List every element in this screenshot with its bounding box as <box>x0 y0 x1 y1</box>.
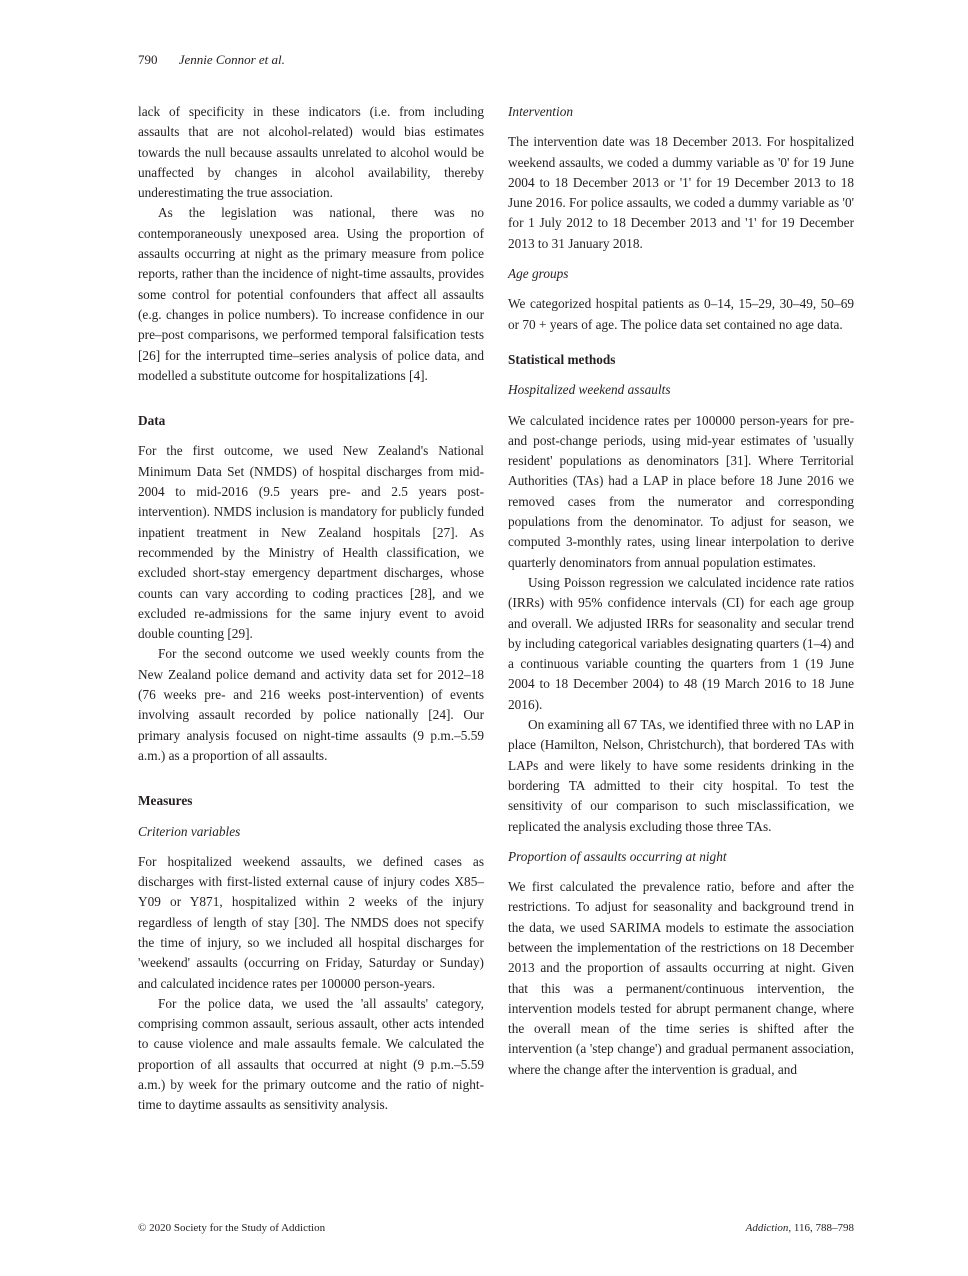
paragraph-second-outcome: For the second outcome we used weekly counts from the New Zealand police demand and activity data set for 2012–18 (76 weeks pre- and 216 weeks post-intervention) of events involving assault recorded by police nationally [24]. Our primary analysis focused on night-time assaults (9 p.m.–5.59 a.m.) as a proportion of all assaults. <box>138 646 484 763</box>
paragraph-legislation: As the legislation was national, there was no contemporaneously unexposed area. Using the proportion of assaults occurring at night as the primary measure from police reports, rather than the incidence of night-time assaults, provides some control for potential confounders that affect all assaults (e.g. changes in police numbers). To increase confidence in our pre–post comparisons, we performed temporal falsification tests [26] for the interrupted time–series analysis of police data, and modelled a substitute outcome for hospitalizations [4]. <box>138 205 484 383</box>
heading-statistical-methods: Statistical methods <box>508 351 616 367</box>
paragraph-sarima: We first calculated the prevalence ratio, before and after the restrictions. To adjust for seasonality and background trend in the data, we used SARIMA models to estimate the association between the implementation of the restrictions on 18 December 2013 and the proportion of assaults occurring at night. Given that this was a permanent/continuous intervention, the intervention models tested for abrupt permanent change, where the overall mean of the time series is shifted after the intervention (a 'step change') and gradual permanent association, where the change after the intervention is gradual, and <box>508 879 854 1077</box>
heading-age-groups: Age groups <box>508 266 569 282</box>
heading-criterion-variables: Criterion variables <box>138 823 241 839</box>
paragraph-poisson-regression: Using Poisson regression we calculated incidence rate ratios (IRRs) with 95% confidence intervals (CI) for each age group and overall. We adjusted IRRs for seasonality and secular trend by including categorical variables designating quarters (1–4) and a continuous variable counting the quarters from 1 (19 June 2004 to 18 December 2004) to 48 (19 March 2016 to 18 June 2016). <box>508 574 854 712</box>
paragraph-territorial-authorities: On examining all 67 TAs, we identified three with no LAP in place (Hamilton, Nelson, Christchurch), that bordered TAs with LAPs and were likely to have some residents drinking in the bordering TA admitted to their city hospital. To test the sensitivity of our comparison to such misclassification, we replicated the analysis excluding those three TAs. <box>508 717 854 834</box>
right-column <box>508 102 854 1080</box>
page-header <box>138 52 285 68</box>
paragraph-incidence-rates: We calculated incidence rates per 100000 person-years for pre- and post-change periods, using mid-year estimates of 'usually resident' populations as denominators [31]. Where Territorial Authorities (TAs) had a LAP in place before 18 June 2016 we removed cases from the numerator and corresponding populations from the denominator. To adjust for season, we computed 3-monthly rates, using linear interpolation to derive quarterly denominators from annual population estimates. <box>508 412 854 570</box>
heading-proportion-night: Proportion of assaults occurring at night <box>508 848 727 864</box>
heading-data: Data <box>138 413 166 429</box>
journal-name: Addiction <box>745 1222 789 1234</box>
paragraph-hospitalized-weekend: For hospitalized weekend assaults, we defined cases as discharges with first-listed external cause of injury codes X85–Y09 or Y871, hospitalized within 2 weeks of the injury regardless of length of stay [30]. The NMDS does not specify the time of injury, so we included all hospital discharges for 'weekend' assaults (occurring on Friday, Saturday or Sunday) and calculated incidence rates per 100000 person-years. <box>138 853 484 991</box>
paragraph-police-data: For the police data, we used the 'all assaults' category, comprising common assault, serious assault, other acts intended to cause violence and male assaults female. We calculated the proportion of all assaults that occurred at night (9 p.m.–5.59 a.m.) by week for the primary outcome and the ratio of night-time to daytime assaults as sensitivity analysis. <box>138 995 484 1113</box>
running-authors: Jennie Connor et al. <box>178 52 285 67</box>
paragraph-first-outcome: For the first outcome, we used New Zealand's National Minimum Data Set (NMDS) of hospital discharges from mid-2004 to mid-2016 (9.5 years pre- and 2.5 years post-intervention). NMDS inclusion is mandatory for publicly funded inpatient treatment in New Zealand hospitals [27]. As recommended by the Ministry of Health classification, we excluded short-stay emergency department discharges, whose counts can vary according to coding practices [28], and we excluded re-admissions for the same injury event to avoid double counting [29]. <box>138 443 484 642</box>
footer-copyright: © 2020 Society for the Study of Addiction <box>138 1222 326 1234</box>
paragraph-intervention-date: The intervention date was 18 December 2013. For hospitalized weekend assaults, we coded a dummy variable as '0' for 19 June 2004 to 18 December 2013 or '1' for 19 December 2013 to 18 June 2016. For police assaults, we coded a dummy variable as '0' for 1 July 2012 to 18 December 2013 and '1' for 19 December 2013 to 31 January 2018. <box>508 134 854 251</box>
heading-intervention: Intervention <box>508 104 573 119</box>
heading-hospitalized-weekend-assaults: Hospitalized weekend assaults <box>508 382 671 398</box>
left-column <box>138 102 484 1116</box>
footer-citation <box>746 1222 854 1234</box>
page-number: 790 <box>138 52 158 67</box>
journal-volume-pages: , 116, 788–798 <box>788 1222 854 1234</box>
heading-measures: Measures <box>138 793 193 809</box>
paragraph-age-categories: We categorized hospital patients as 0–14, 15–29, 30–49, 50–69 or 70 + years of age. The police data set contained no age data. <box>508 296 854 332</box>
paragraph-specificity: lack of specificity in these indicators (i.e. from including assaults that are not alcohol-related) would bias estimates towards the null because assaults unrelated to alcohol would be unaffected by changes in alcohol availability, thereby underestimating the true association. <box>138 104 484 201</box>
